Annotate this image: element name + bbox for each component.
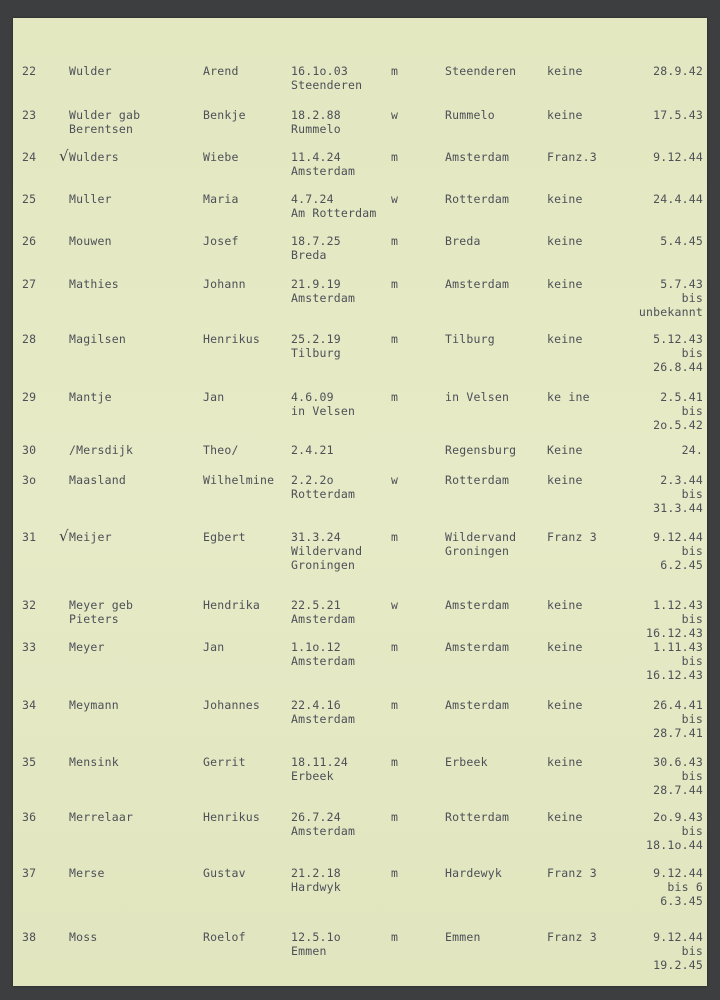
date-range: 1.12.43 bis 16.12.43 xyxy=(646,598,703,640)
surname: Mensink xyxy=(69,755,119,769)
entry-number: 35 xyxy=(22,755,37,769)
birth-date-place: 31.3.24 Wildervand Groningen xyxy=(291,530,363,572)
sex: m xyxy=(391,930,399,944)
date-range: 2.5.41 bis 2o.5.42 xyxy=(653,390,703,432)
entry-number: 37 xyxy=(22,866,37,880)
handwritten-check-mark: √ xyxy=(59,527,69,545)
sex: m xyxy=(391,332,399,346)
birth-date-place: 21.2.18 Hardwyk xyxy=(291,866,341,894)
entry-number: 30 xyxy=(22,443,37,457)
residence: Amsterdam xyxy=(445,640,510,654)
date-range: 17.5.43 xyxy=(653,108,703,122)
residence: Emmen xyxy=(445,930,481,944)
nationality-note: ke ine xyxy=(547,390,590,404)
sex: w xyxy=(391,598,399,612)
sex: m xyxy=(391,150,399,164)
given-name: Jan xyxy=(203,640,225,654)
residence: Erbeek xyxy=(445,755,488,769)
nationality-note: keine xyxy=(547,108,583,122)
date-range: 9.12.44 bis 6.2.45 xyxy=(653,530,703,572)
birth-date-place: 16.1o.03 Steenderen xyxy=(291,64,363,92)
sex: m xyxy=(391,234,399,248)
entry-number: 22 xyxy=(22,64,37,78)
birth-date-place: 4.6.09 in Velsen xyxy=(291,390,356,418)
residence: Regensburg xyxy=(445,443,517,457)
birth-date-place: 18.11.24 Erbeek xyxy=(291,755,348,783)
birth-date-place: 11.4.24 Amsterdam xyxy=(291,150,356,178)
surname: Wulders xyxy=(69,150,119,164)
surname: Magilsen xyxy=(69,332,126,346)
date-range: 9.12.44 xyxy=(653,150,703,164)
surname: Meijer xyxy=(69,530,112,544)
residence: Steenderen xyxy=(445,64,517,78)
residence: Rotterdam xyxy=(445,192,510,206)
date-range: 1.11.43 bis 16.12.43 xyxy=(646,640,703,682)
given-name: Johannes xyxy=(203,698,260,712)
sex: m xyxy=(391,277,399,291)
entry-number: 31 xyxy=(22,530,37,544)
nationality-note: keine xyxy=(547,277,583,291)
residence: Amsterdam xyxy=(445,150,510,164)
typed-list-page xyxy=(13,18,707,986)
given-name: Wiebe xyxy=(203,150,239,164)
given-name: Jan xyxy=(203,390,225,404)
birth-date-place: 26.7.24 Amsterdam xyxy=(291,810,356,838)
birth-date-place: 18.7.25 Breda xyxy=(291,234,341,262)
entry-number: 33 xyxy=(22,640,37,654)
surname: Moss xyxy=(69,930,98,944)
surname: Merrelaar xyxy=(69,810,134,824)
given-name: Gustav xyxy=(203,866,246,880)
surname: /Mersdijk xyxy=(69,443,134,457)
nationality-note: Keine xyxy=(547,443,583,457)
given-name: Benkje xyxy=(203,108,246,122)
birth-date-place: 22.4.16 Amsterdam xyxy=(291,698,356,726)
sex: w xyxy=(391,473,399,487)
birth-date-place: 25.2.19 Tilburg xyxy=(291,332,341,360)
given-name: Henrikus xyxy=(203,332,260,346)
entry-number: 28 xyxy=(22,332,37,346)
nationality-note: keine xyxy=(547,698,583,712)
given-name: Egbert xyxy=(203,530,246,544)
date-range: 2.3.44 bis 31.3.44 xyxy=(653,473,703,515)
sex: m xyxy=(391,530,399,544)
entry-number: 23 xyxy=(22,108,37,122)
handwritten-check-mark: √ xyxy=(59,147,69,165)
nationality-note: keine xyxy=(547,473,583,487)
date-range: 24. xyxy=(681,443,703,457)
nationality-note: Franz 3 xyxy=(547,930,597,944)
sex: m xyxy=(391,64,399,78)
sex: m xyxy=(391,390,399,404)
residence: Rotterdam xyxy=(445,473,510,487)
entry-number: 36 xyxy=(22,810,37,824)
given-name: Wilhelmine xyxy=(203,473,275,487)
date-range: 30.6.43 bis 28.7.44 xyxy=(653,755,703,797)
surname: Mouwen xyxy=(69,234,112,248)
entry-number: 24 xyxy=(22,150,37,164)
residence: Rummelo xyxy=(445,108,495,122)
date-range: 9.12.44 bis 19.2.45 xyxy=(653,930,703,972)
entry-number: 29 xyxy=(22,390,37,404)
residence: Wildervand Groningen xyxy=(445,530,517,558)
entry-number: 34 xyxy=(22,698,37,712)
surname: Wulder gab Berentsen xyxy=(69,108,141,136)
given-name: Maria xyxy=(203,192,239,206)
nationality-note: Franz 3 xyxy=(547,866,597,880)
given-name: Hendrika xyxy=(203,598,260,612)
date-range: 9.12.44 bis 6 6.3.45 xyxy=(653,866,703,908)
residence: Amsterdam xyxy=(445,698,510,712)
residence: Amsterdam xyxy=(445,277,510,291)
nationality-note: Franz.3 xyxy=(547,150,597,164)
date-range: 26.4.41 bis 28.7.41 xyxy=(653,698,703,740)
surname: Maasland xyxy=(69,473,126,487)
nationality-note: keine xyxy=(547,598,583,612)
residence: Rotterdam xyxy=(445,810,510,824)
nationality-note: keine xyxy=(547,755,583,769)
residence: Breda xyxy=(445,234,481,248)
date-range: 5.12.43 bis 26.8.44 xyxy=(653,332,703,374)
given-name: Roelof xyxy=(203,930,246,944)
nationality-note: Franz 3 xyxy=(547,530,597,544)
date-range: 5.4.45 xyxy=(660,234,703,248)
surname: Wulder xyxy=(69,64,112,78)
given-name: Gerrit xyxy=(203,755,246,769)
date-range: 2o.9.43 bis 18.1o.44 xyxy=(646,810,703,852)
sex: w xyxy=(391,192,399,206)
birth-date-place: 2.2.2o Rotterdam xyxy=(291,473,356,501)
sex: m xyxy=(391,640,399,654)
date-range: 28.9.42 xyxy=(653,64,703,78)
entry-number: 25 xyxy=(22,192,37,206)
sex: w xyxy=(391,108,399,122)
sex: m xyxy=(391,698,399,712)
sex: m xyxy=(391,755,399,769)
nationality-note: keine xyxy=(547,810,583,824)
surname: Merse xyxy=(69,866,105,880)
entry-number: 27 xyxy=(22,277,37,291)
nationality-note: keine xyxy=(547,234,583,248)
residence: Tilburg xyxy=(445,332,495,346)
given-name: Arend xyxy=(203,64,239,78)
entry-number: 3o xyxy=(22,473,37,487)
date-range: 5.7.43 bis unbekannt xyxy=(638,277,703,319)
given-name: Henrikus xyxy=(203,810,260,824)
birth-date-place: 18.2.88 Rummelo xyxy=(291,108,341,136)
residence: Hardewyk xyxy=(445,866,502,880)
birth-date-place: 22.5.21 Amsterdam xyxy=(291,598,356,626)
sex: m xyxy=(391,866,399,880)
entry-number: 32 xyxy=(22,598,37,612)
sex: m xyxy=(391,810,399,824)
birth-date-place: 1.1o.12 Amsterdam xyxy=(291,640,356,668)
birth-date-place: 21.9.19 Amsterdam xyxy=(291,277,356,305)
residence: in Velsen xyxy=(445,390,510,404)
given-name: Theo/ xyxy=(203,443,239,457)
given-name: Johann xyxy=(203,277,246,291)
birth-date-place: 2.4.21 xyxy=(291,443,334,457)
entry-number: 26 xyxy=(22,234,37,248)
residence: Amsterdam xyxy=(445,598,510,612)
date-range: 24.4.44 xyxy=(653,192,703,206)
surname: Meyer geb Pieters xyxy=(69,598,134,626)
nationality-note: keine xyxy=(547,332,583,346)
given-name: Josef xyxy=(203,234,239,248)
nationality-note: keine xyxy=(547,192,583,206)
surname: Mantje xyxy=(69,390,112,404)
nationality-note: keine xyxy=(547,640,583,654)
birth-date-place: 4.7.24 Am Rotterdam xyxy=(291,192,377,220)
surname: Mathies xyxy=(69,277,119,291)
nationality-note: keine xyxy=(547,64,583,78)
birth-date-place: 12.5.1o Emmen xyxy=(291,930,341,958)
surname: Meyer xyxy=(69,640,105,654)
entry-number: 38 xyxy=(22,930,37,944)
surname: Meymann xyxy=(69,698,119,712)
surname: Muller xyxy=(69,192,112,206)
